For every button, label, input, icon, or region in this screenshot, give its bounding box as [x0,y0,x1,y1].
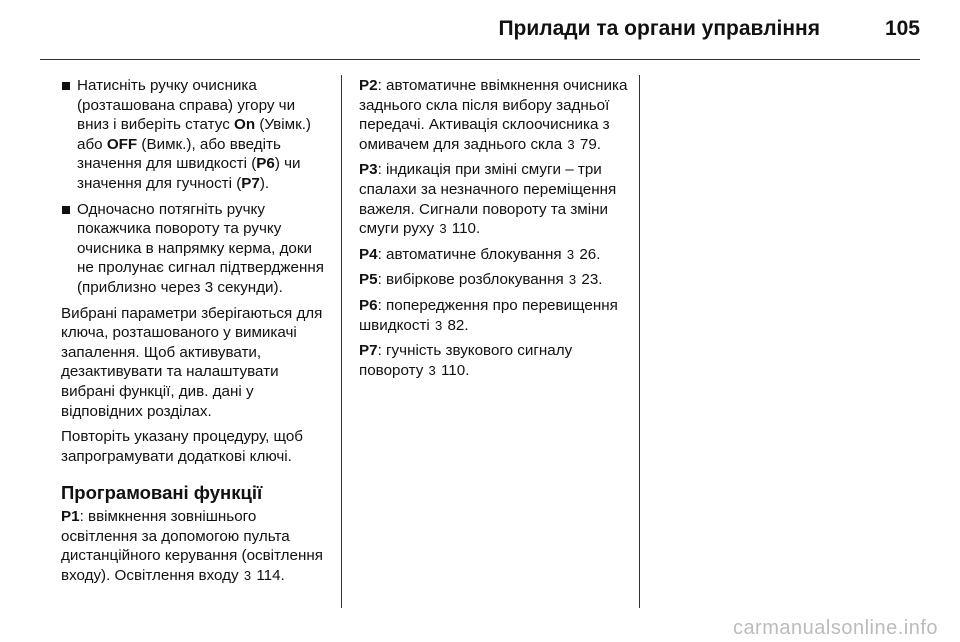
on-label: On [234,116,256,134]
bullet-square-icon [62,82,70,90]
page-reference-icon: 3 [566,246,575,262]
bullet-item [61,200,331,298]
bullet-text: Натисніть ручку очисника (розташована справа) угору чи вниз і виберіть статус [77,77,296,134]
watermark: carmanualsonline.info [732,617,938,639]
function-text: : автоматичне блокування [377,245,566,263]
function-code: P6 [359,296,378,314]
paragraph: Вибрані параметри зберігаються для ключа, розташованого у вимикачі запалення. Щоб активувати, дезактивувати та налаштувати вибрані функції, див. дані у відповідних розділах. [61,304,323,420]
function-text: : попередження про перевищення швидкості [359,296,618,334]
function-text: : гучність звукового сигналу повороту [359,342,573,379]
function-item-p6 [359,296,629,335]
function-item-p5 [359,270,629,290]
page-reference-icon: 3 [243,568,252,584]
page-reference[interactable]: 110. [440,361,470,379]
p6-label: P6 [256,155,275,173]
page-reference[interactable]: 82. [447,316,469,334]
function-code: P2 [359,77,378,94]
page-reference-icon: 3 [428,362,436,378]
right-column [359,76,629,386]
bullet-text: ). [259,174,270,192]
page-reference-icon: 3 [567,136,575,152]
column-divider-right [639,75,640,608]
function-text: : автоматичне ввімкнення очисника заднього скла після вибору задньої передачі. Активація склоочисника з омивачем для заднього скла [359,77,628,153]
page-reference[interactable]: 26. [579,245,601,263]
section-heading: Програмовані функції [61,482,263,504]
page-number: 105 [884,17,920,40]
function-code: P4 [359,245,378,263]
function-code: P5 [359,271,378,289]
page-reference-icon: 3 [435,317,443,333]
function-text: : індикація при зміні смуги – три спалахи за незначного переміщення важеля. Сигнали повороту та зміни смуги руху [359,161,617,238]
header-divider [40,59,920,60]
function-item-p4 [359,245,629,265]
function-item-p1 [61,507,331,585]
page-reference[interactable]: 23. [581,271,603,289]
function-code: P7 [359,342,378,360]
off-label: OFF [106,135,138,153]
function-code: P3 [359,161,378,179]
bullet-square-icon [62,206,70,214]
function-item-p7 [359,341,629,380]
bullet-text: ) чи значення для гучності ( [77,155,301,192]
bullet-text: (Увімк.) або [77,116,311,153]
function-code: P1 [61,508,80,526]
page-reference-icon: 3 [568,272,577,288]
bullet-item [61,76,331,194]
function-item-p3 [359,160,629,238]
page-reference-icon: 3 [439,221,447,237]
bullet-text: (Вимк.), або введіть значення для швидкості ( [77,135,281,173]
page-title: Прилади та органи управління [498,17,820,40]
paragraph: Повторіть указану процедуру, щоб запрограмувати додаткові ключі. [61,428,303,465]
p7-label: P7 [241,174,260,192]
page-reference[interactable]: 110. [451,220,481,238]
column-divider-left [341,75,342,608]
left-column [61,76,331,592]
bullet-text: Одночасно потягніть ручку покажчика повороту та ручку очисника в напрямку керма, доки не пролунає сигнал підтвердження (приблизно через 3 секунди). [77,200,324,296]
page-reference[interactable]: 114. [256,567,285,585]
function-text: : вибіркове розблокування [377,271,568,289]
function-item-p2 [359,76,629,154]
page-reference[interactable]: 79. [579,135,601,153]
function-text: : ввімкнення зовнішнього освітлення за допомогою пульта дистанційного керування (освітлення входу). Освітлення входу [61,508,323,585]
